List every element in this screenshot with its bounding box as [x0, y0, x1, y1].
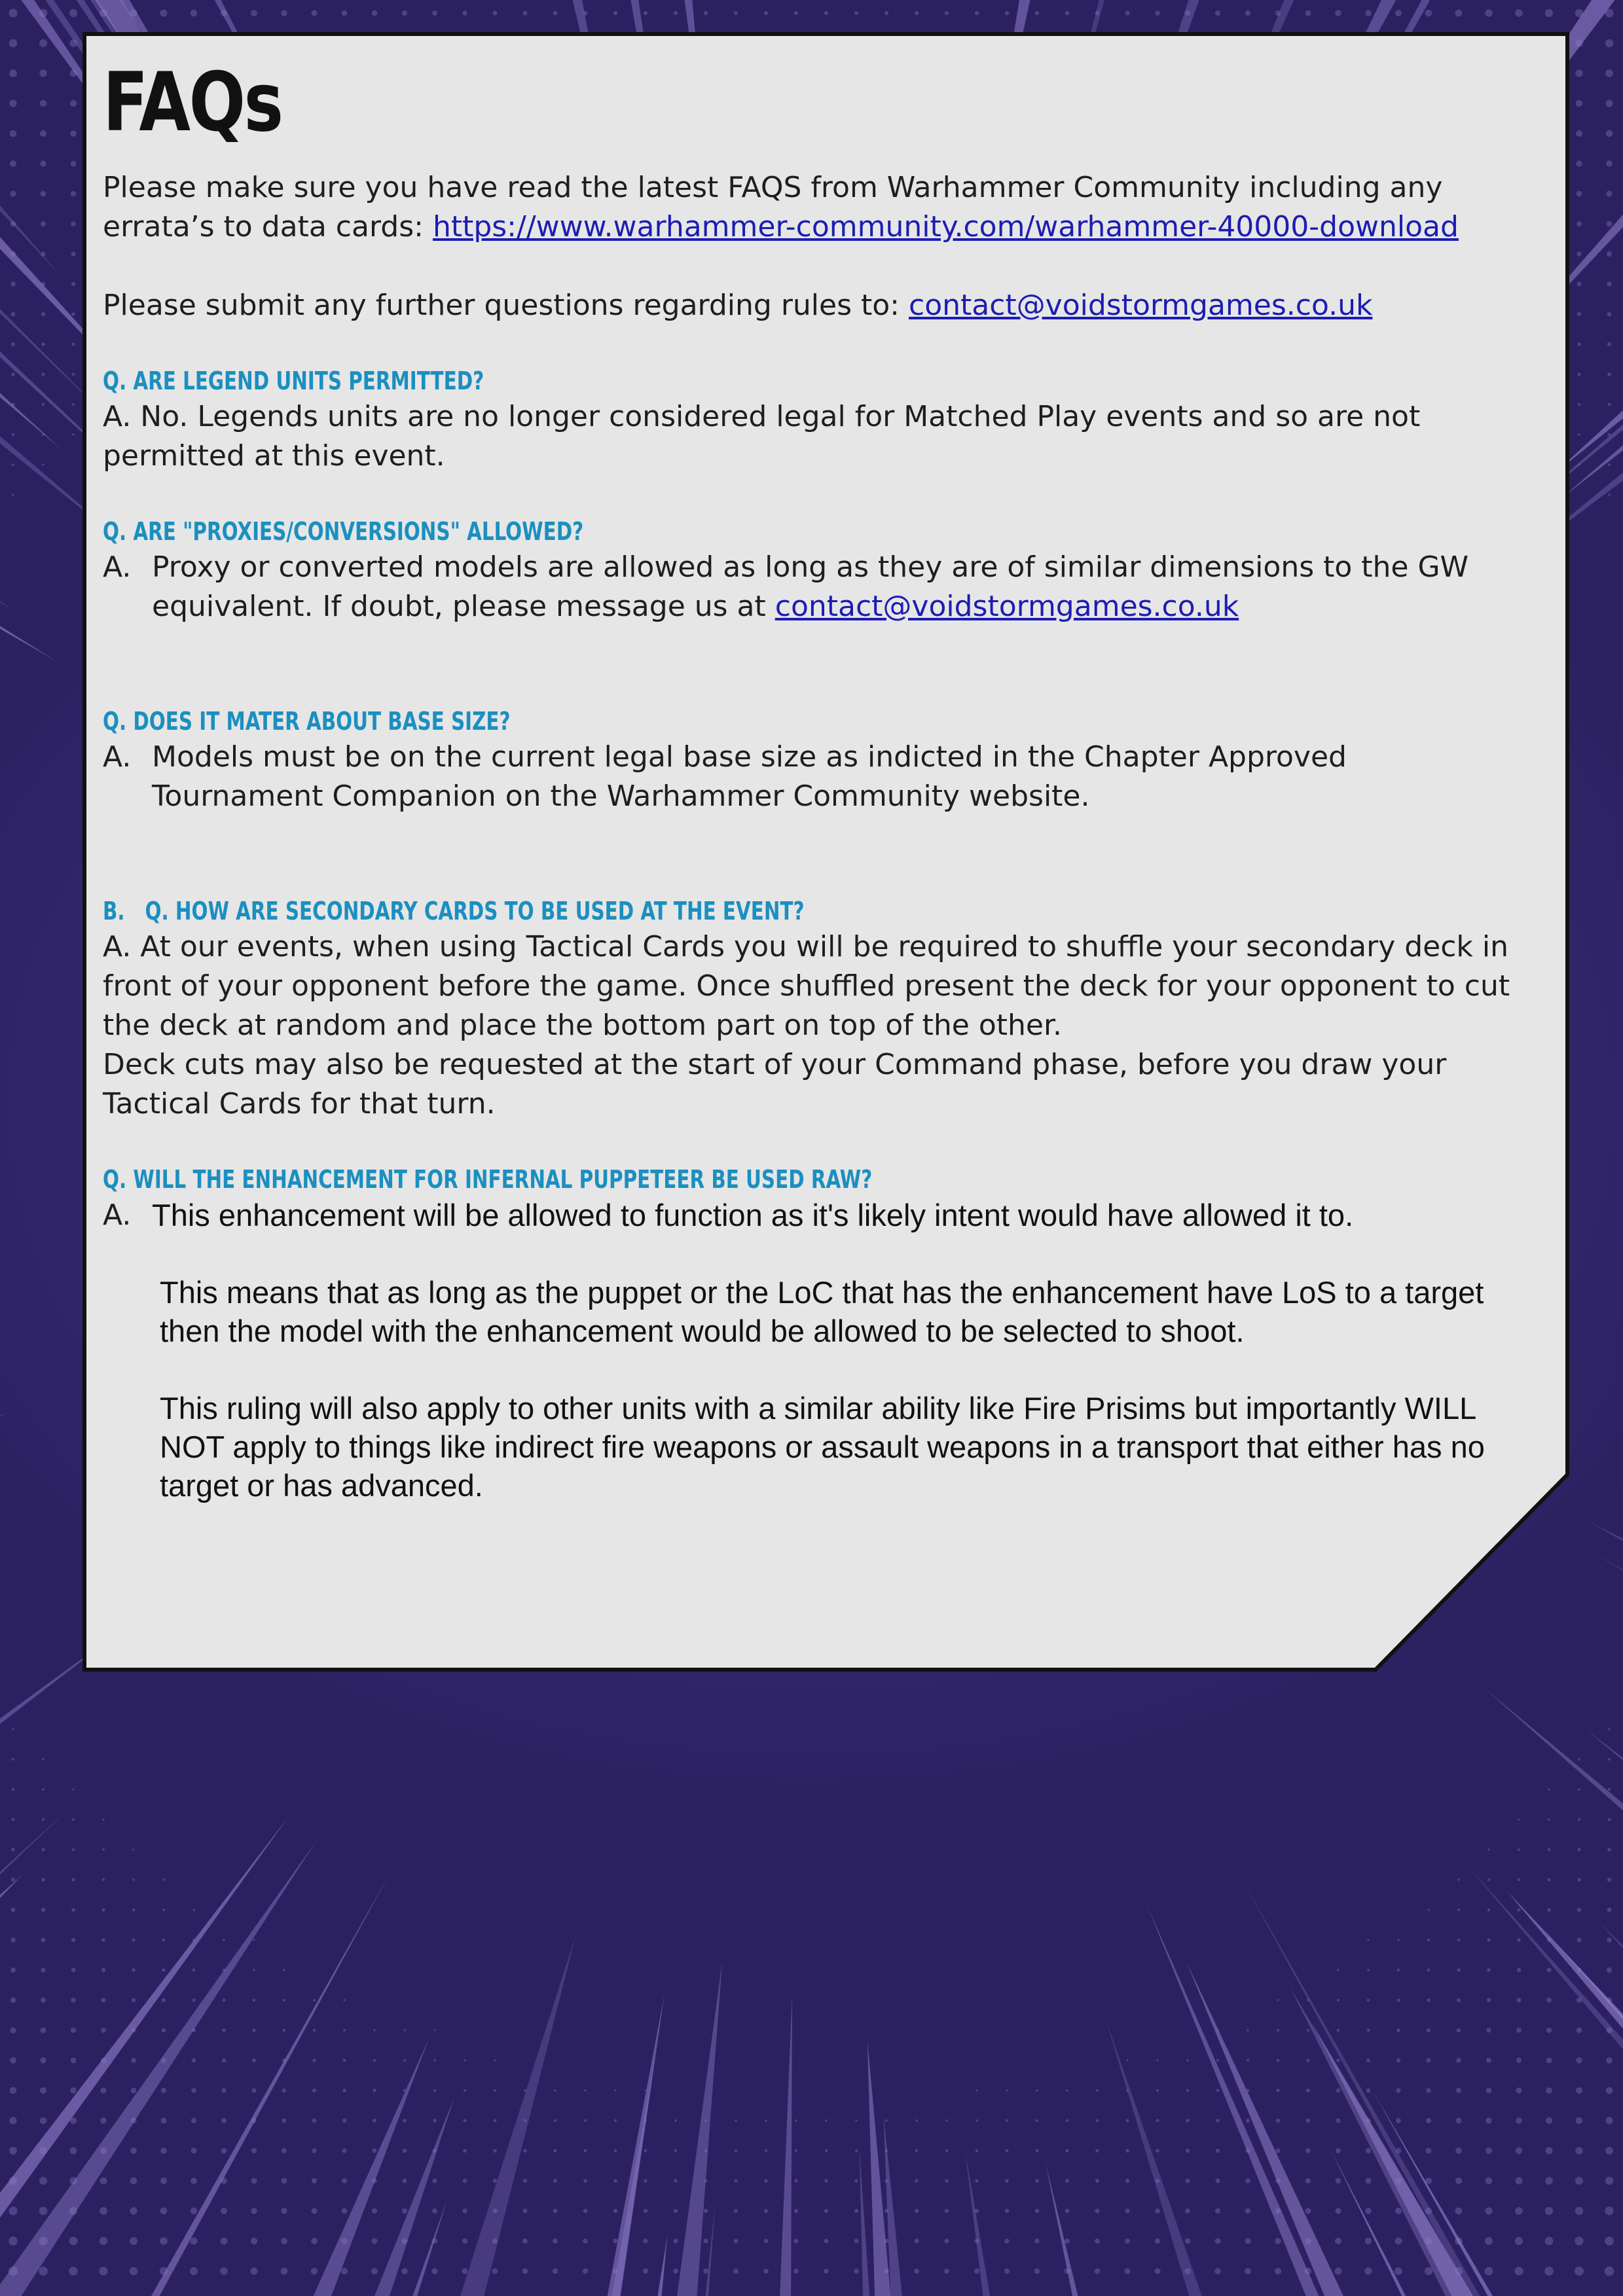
faq-question: Q. WILL THE ENHANCEMENT FOR INFERNAL PUPPETEER BE USED RAW?	[103, 1165, 873, 1194]
faq-answer	[103, 738, 1510, 816]
contact-email-link[interactable]: contact@voidstormgames.co.uk	[909, 289, 1373, 322]
faq-question: Q. DOES IT MATER ABOUT BASE SIZE?	[103, 707, 511, 736]
faq-item	[103, 515, 1510, 626]
intro-text: Please make sure you have read the latest FAQS from Warhammer Community including any errata’s to data cards:	[103, 171, 1443, 243]
question-prefix: B.	[103, 897, 125, 925]
faq-question: Q. ARE "PROXIES/CONVERSIONS" ALLOWED?	[103, 517, 584, 546]
answer-text: Models must be on the current legal base size as indicted in the Chapter Approved Tournament Companion on the Warhammer Community website.	[152, 740, 1347, 813]
faq-answer-extra: Deck cuts may also be requested at the start of your Command phase, before you draw your Tactical Cards for that turn.	[103, 1048, 1447, 1121]
page-title: FAQs	[103, 56, 282, 150]
warhammer-community-link[interactable]: https://www.warhammer-community.com/warhammer-40000-download	[432, 210, 1459, 243]
faq-question: Q. ARE LEGEND UNITS PERMITTED?	[103, 367, 484, 395]
answer-paragraph-3: This ruling will also apply to other units with a similar ability like Fire Prisims but importantly WILL NOT apply to things like indirect fire weapons or assault weapons in a transport that either has no target or has advanced.	[160, 1391, 1485, 1503]
faq-answer	[103, 1196, 1510, 1234]
answer-letter: A.	[103, 1198, 132, 1232]
question-text: Q. HOW ARE SECONDARY CARDS TO BE USED AT THE EVENT?	[145, 897, 805, 925]
contact-email-link[interactable]: contact@voidstormgames.co.uk	[775, 590, 1239, 623]
answer-letter: A.	[103, 740, 132, 774]
submit-paragraph	[103, 286, 1510, 325]
intro-paragraph	[103, 168, 1510, 247]
submit-text: Please submit any further questions regarding rules to:	[103, 289, 909, 322]
faq-item	[103, 895, 1510, 1124]
faq-item	[103, 705, 1510, 816]
faq-item	[103, 1163, 1510, 1505]
answer-text: Proxy or converted models are allowed as long as they are of similar dimensions to the GW equivalent. If doubt, please message us at	[152, 550, 1469, 623]
answer-letter: A.	[103, 550, 132, 584]
answer-paragraph-2: This means that as long as the puppet or the LoC that has the enhancement have LoS to a target then the model with the enhancement would be allowed to be selected to shoot.	[160, 1275, 1484, 1348]
faq-answer: A. At our events, when using Tactical Cards you will be required to shuffle your secondary deck in front of your opponent before the game. Once shuffled present the deck for your opponent to cut the deck at random and place the bottom part on top of the other.	[103, 930, 1510, 1042]
faq-content	[103, 36, 1510, 1505]
faq-answer: A. No. Legends units are no longer considered legal for Matched Play events and so are not permitted at this event.	[103, 400, 1421, 473]
answer-text: This enhancement will be allowed to function as it's likely intent would have allowed it to.	[152, 1198, 1354, 1232]
faq-question	[103, 895, 1313, 927]
faq-answer	[103, 548, 1510, 626]
faq-item	[103, 365, 1510, 476]
